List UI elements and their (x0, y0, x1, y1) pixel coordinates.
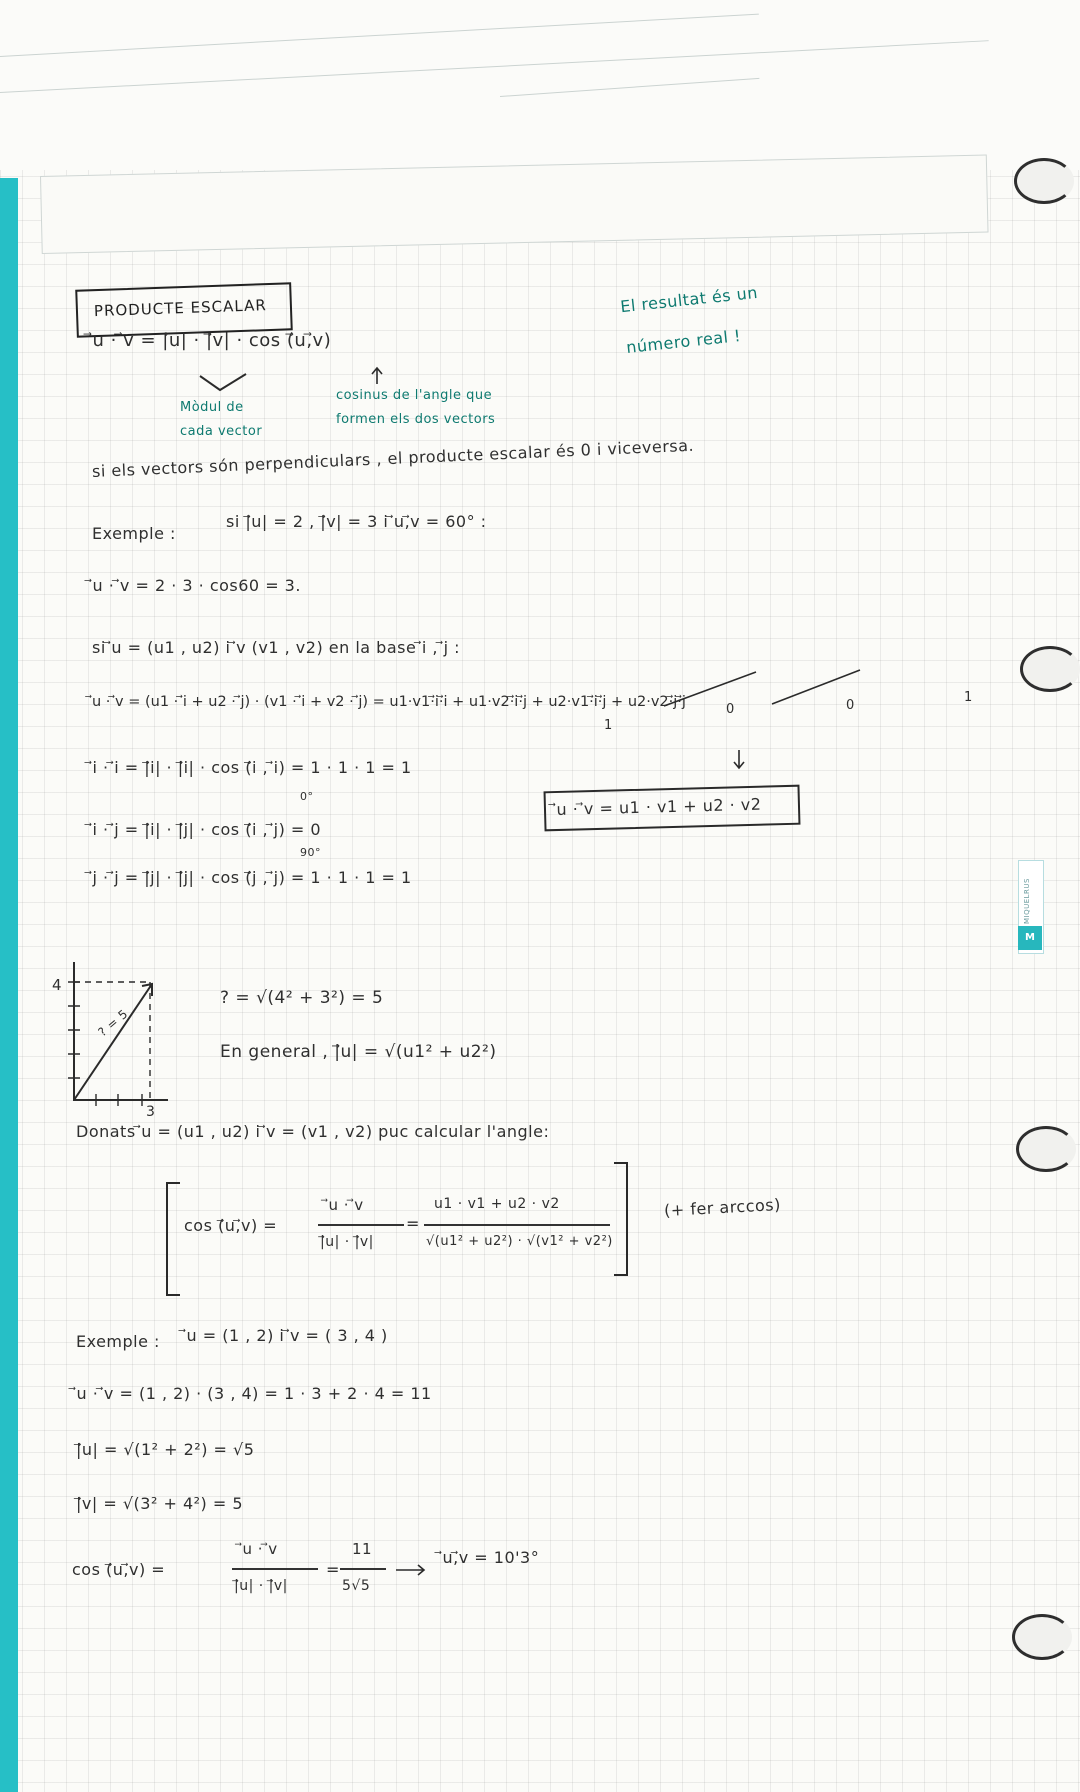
example2-frac1-den: |⃗u| · |⃗v| (234, 1578, 288, 1594)
note-line-1: El resultat és un (619, 282, 759, 317)
example2-mod-v: |⃗v| = √(3² + 4²) = 5 (76, 1494, 244, 1513)
example2-mod-u: |⃗u| = √(1² + 2²) = √5 (76, 1440, 255, 1459)
angle-intro: Donats ⃗u = (u1 , u2) i ⃗v = (v1 , v2) puc calcular l'angle: (76, 1122, 550, 1141)
example1-label: Exemple : (92, 524, 176, 543)
angle-frac1-num: ⃗u · ⃗v (328, 1196, 364, 1214)
note-line-2: número real ! (625, 326, 742, 357)
base-expansion: ⃗u · ⃗v = (u1 · ⃗i + u2 · ⃗j) · (v1 · ⃗i + v2 · ⃗j) = u1·v1·⃗i·⃗i + u1·v2·⃗i·⃗j + u2·v1·⃗i·⃗j + u2·v2·⃗j·⃗j (92, 694, 686, 710)
fraction-line (424, 1224, 610, 1226)
example2-frac1-num: ⃗u · ⃗v (242, 1540, 278, 1558)
cosinus-label: cosinus de l'angle que formen els dos vectors (336, 388, 496, 427)
example2-given: ⃗u = (1 , 2) i ⃗v = ( 3 , 4 ) (186, 1326, 388, 1345)
boxed-result-text: ⃗u · ⃗v = u1 · v1 + u2 · v2 (555, 794, 762, 820)
example2-frac2-num: 11 (352, 1540, 373, 1558)
i-dot-j: ⃗i · ⃗j = |⃗i| · |⃗j| · cos (⃗i , ⃗j) = 0 (92, 820, 322, 839)
under-value: 0 (846, 698, 855, 713)
angle-frac2-num: u1 · v1 + u2 · v2 (434, 1196, 560, 1212)
dot-product-formula: ⃗u · ⃗v = |⃗u| · |⃗v| · cos (⃗u,⃗v) (92, 330, 332, 351)
example2-cos-lhs: cos (⃗u,⃗v) = (72, 1560, 166, 1579)
fraction-line (232, 1568, 318, 1570)
page-title: PRODUCTE ESCALAR (93, 296, 268, 321)
angle-ninety: 90° (300, 846, 321, 859)
left-bracket (166, 1182, 180, 1296)
example2-eq: = (326, 1560, 340, 1579)
pythagoras-graph (56, 958, 176, 1108)
down-arrow (732, 748, 746, 770)
example2-frac2-den: 5√5 (342, 1578, 371, 1594)
pythagoras-formula: ? = √(4² + 3²) = 5 (220, 988, 384, 1008)
fraction-line (340, 1568, 386, 1570)
binder-hole (1016, 1126, 1076, 1172)
binder-hole (1014, 158, 1074, 204)
angle-cos-lhs: cos (⃗u,⃗v) = (184, 1216, 278, 1235)
angle-frac2-den: √(u1² + u2²) · √(v1² + v2²) (426, 1234, 613, 1249)
example1-given: si |⃗u| = 2 , |⃗v| = 3 i ⃗u,⃗v = 60° : (226, 512, 487, 531)
strike-through-marks (660, 664, 860, 714)
boxed-result (544, 785, 801, 832)
perpendicular-note: si els vectors són perpendiculars , el producte escalar és 0 i viceversa. (91, 435, 695, 481)
base-intro: si ⃗u = (u1 , u2) i ⃗v (v1 , v2) en la base ⃗i , ⃗j : (92, 638, 461, 657)
modul-arrows (196, 372, 256, 396)
binder-hole (1012, 1614, 1072, 1660)
right-bracket (614, 1162, 628, 1276)
binder-hole (1020, 646, 1080, 692)
fraction-line (318, 1224, 404, 1226)
example2-dot: ⃗u · ⃗v = (1 , 2) · (3 , 4) = 1 · 3 + 2 · 4 = 11 (76, 1384, 432, 1403)
graph-y-label: 4 (52, 976, 63, 994)
arccos-note: (+ fer arccos) (663, 1194, 782, 1221)
i-dot-i: ⃗i · ⃗i = |⃗i| · |⃗i| · cos (⃗i , ⃗i) = 1 · 1 · 1 = 1 (92, 758, 412, 777)
general-modulus: En general , |⃗u| = √(u1² + u2²) (220, 1042, 497, 1062)
under-value: 1 (604, 718, 613, 733)
example1-result: ⃗u · ⃗v = 2 · 3 · cos60 = 3. (92, 576, 301, 595)
modul-label: Mòdul de cada vector (180, 400, 263, 439)
example2-label: Exemple : (76, 1332, 160, 1351)
under-value: 0 (726, 702, 735, 717)
angle-frac1-den: |⃗u| · |⃗v| (320, 1234, 374, 1250)
up-arrow (370, 366, 384, 386)
graph-x-label: 3 (146, 1104, 156, 1120)
teal-side-tab (0, 178, 18, 1792)
j-dot-j: ⃗j · ⃗j = |⃗j| · |⃗j| · cos (⃗j , ⃗j) = 1 · 1 · 1 = 1 (92, 868, 412, 887)
right-arrow (394, 1564, 428, 1576)
under-value: 1 (964, 690, 973, 705)
example2-result: ⃗u,⃗v = 10'3° (442, 1548, 540, 1567)
angle-eq: = (406, 1214, 420, 1233)
brand-name: MIQUELRUS (1023, 878, 1031, 924)
angle-zero: 0° (300, 790, 314, 803)
brand-logo: M (1018, 926, 1042, 950)
graph-hyp-label: ? = 5 (95, 1006, 131, 1040)
